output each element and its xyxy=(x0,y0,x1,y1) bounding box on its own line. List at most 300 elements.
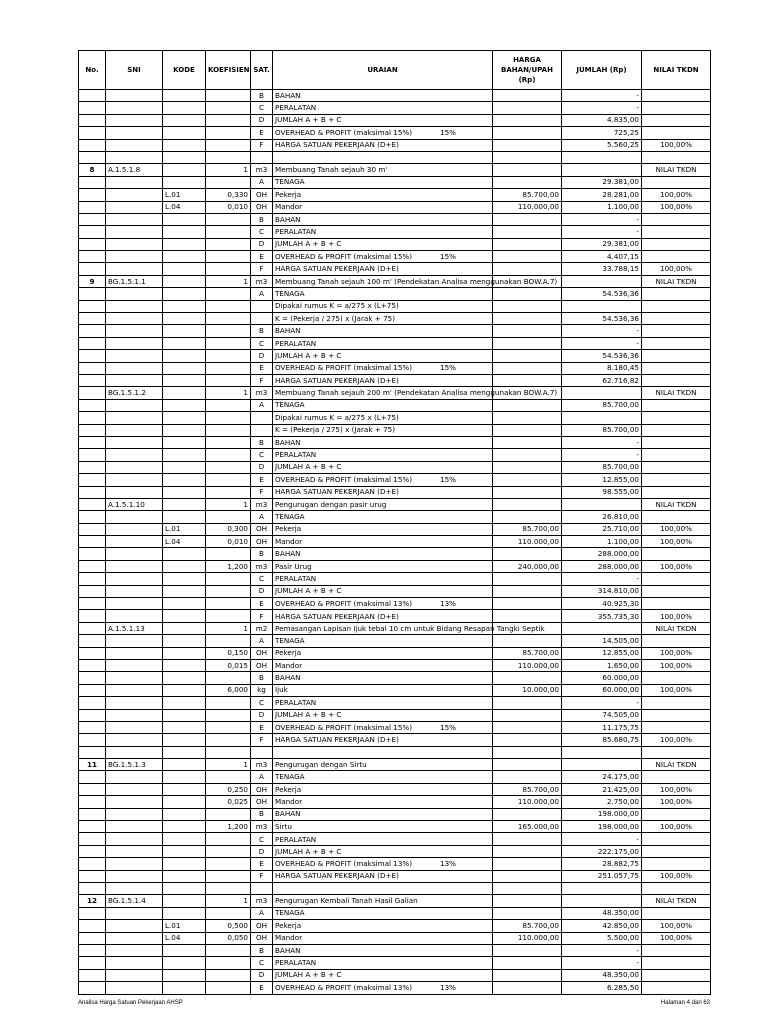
row-sni-code xyxy=(106,288,163,300)
table-row xyxy=(79,511,711,523)
header-sni: SNI xyxy=(106,51,163,90)
row-kode xyxy=(163,486,206,498)
row-harga xyxy=(493,771,562,783)
row-no xyxy=(79,684,106,696)
row-uraian: Ijuk xyxy=(273,684,493,696)
row-tkdn xyxy=(642,833,711,845)
row-kode xyxy=(163,560,206,572)
row-jumlah: - xyxy=(562,573,642,585)
row-satuan: A xyxy=(251,399,273,411)
row-koefisien xyxy=(206,907,251,919)
row-sni-code xyxy=(106,424,163,436)
row-tkdn xyxy=(642,102,711,114)
row-no xyxy=(79,300,106,312)
table-row xyxy=(79,461,711,473)
row-satuan: E xyxy=(251,362,273,374)
row-tkdn xyxy=(642,511,711,523)
row-koefisien: 1 xyxy=(206,164,251,176)
row-jumlah: 11.175,75 xyxy=(562,721,642,733)
row-koefisien xyxy=(206,213,251,225)
row-harga: 85.700,00 xyxy=(493,783,562,795)
row-kode xyxy=(163,164,206,176)
row-satuan: E xyxy=(251,251,273,263)
row-satuan: F xyxy=(251,139,273,151)
row-satuan: OH xyxy=(251,796,273,808)
row-kode xyxy=(163,808,206,820)
row-jumlah: 1.100,00 xyxy=(562,536,642,548)
row-kode: L.01 xyxy=(163,523,206,535)
row-tkdn xyxy=(642,350,711,362)
row-harga xyxy=(493,709,562,721)
row-kode xyxy=(163,635,206,647)
row-koefisien xyxy=(206,771,251,783)
row-koefisien xyxy=(206,548,251,560)
row-uraian-text: OVERHEAD & PROFIT (maksimal 15%) xyxy=(275,127,413,137)
row-tkdn: NILAI TKDN xyxy=(642,759,711,771)
header-uraian: URAIAN xyxy=(273,51,493,90)
footer-page-number: Halaman 4 dari 63 xyxy=(660,1000,710,1006)
row-satuan: A xyxy=(251,176,273,188)
row-koefisien xyxy=(206,486,251,498)
row-kode xyxy=(163,759,206,771)
header-satuan: SAT. xyxy=(251,51,273,90)
row-uraian: BAHAN xyxy=(273,213,493,225)
row-no xyxy=(79,486,106,498)
row-koefisien xyxy=(206,746,251,758)
row-kode xyxy=(163,387,206,399)
row-koefisien: 1 xyxy=(206,387,251,399)
row-tkdn xyxy=(642,907,711,919)
row-harga xyxy=(493,486,562,498)
row-kode: L.01 xyxy=(163,920,206,932)
row-kode xyxy=(163,213,206,225)
row-jumlah: 28.882,75 xyxy=(562,858,642,870)
row-uraian: HARGA SATUAN PEKERJAAN (D+E) xyxy=(273,374,493,386)
row-kode: L.04 xyxy=(163,536,206,548)
row-no xyxy=(79,201,106,213)
table-row xyxy=(79,164,711,176)
row-koefisien xyxy=(206,362,251,374)
table-row xyxy=(79,436,711,448)
row-koefisien: 0,150 xyxy=(206,647,251,659)
row-sni-code xyxy=(106,139,163,151)
row-kode xyxy=(163,399,206,411)
table-row xyxy=(79,362,711,374)
row-sni-code xyxy=(106,573,163,585)
row-uraian: Dipakai rumus K = a/275 x (L+75) xyxy=(273,412,493,424)
row-tkdn xyxy=(642,982,711,994)
row-sni-code: BG.1.5.1.4 xyxy=(106,895,163,907)
row-satuan: F xyxy=(251,374,273,386)
row-jumlah: 222.175,00 xyxy=(562,845,642,857)
row-tkdn xyxy=(642,883,711,895)
row-harga xyxy=(493,251,562,263)
row-satuan: B xyxy=(251,325,273,337)
row-satuan: C xyxy=(251,226,273,238)
row-jumlah: 85.680,75 xyxy=(562,734,642,746)
row-kode xyxy=(163,350,206,362)
row-sni-code xyxy=(106,845,163,857)
row-harga xyxy=(493,176,562,188)
row-uraian xyxy=(273,251,493,263)
row-uraian: Mandor xyxy=(273,201,493,213)
row-no xyxy=(79,647,106,659)
row-no xyxy=(79,139,106,151)
row-sni-code xyxy=(106,151,163,163)
row-no xyxy=(79,498,106,510)
table-row xyxy=(79,176,711,188)
row-sni-code xyxy=(106,251,163,263)
row-satuan: B xyxy=(251,808,273,820)
row-sni-code xyxy=(106,176,163,188)
row-sni-code xyxy=(106,982,163,994)
row-harga xyxy=(493,90,562,102)
table-row xyxy=(79,585,711,597)
table-row xyxy=(79,647,711,659)
row-kode xyxy=(163,424,206,436)
table-row xyxy=(79,337,711,349)
row-harga xyxy=(493,436,562,448)
row-sni-code xyxy=(106,374,163,386)
row-no xyxy=(79,858,106,870)
row-no xyxy=(79,907,106,919)
row-no xyxy=(79,251,106,263)
row-koefisien: 1 xyxy=(206,622,251,634)
row-no xyxy=(79,362,106,374)
row-koefisien xyxy=(206,969,251,981)
row-kode xyxy=(163,659,206,671)
row-harga xyxy=(493,412,562,424)
table-row xyxy=(79,300,711,312)
table-row xyxy=(79,659,711,671)
row-uraian: JUMLAH A + B + C xyxy=(273,350,493,362)
row-harga xyxy=(493,139,562,151)
row-uraian: Membuang Tanah sejauh 100 m' (Pendekatan Analisa menggunakan BOW.A.7) xyxy=(273,275,493,287)
row-sni-code xyxy=(106,189,163,201)
row-satuan: E xyxy=(251,598,273,610)
row-satuan xyxy=(251,412,273,424)
row-no xyxy=(79,598,106,610)
row-uraian: Pekerja xyxy=(273,523,493,535)
row-tkdn: 100,00% xyxy=(642,523,711,535)
row-sni-code xyxy=(106,399,163,411)
row-koefisien xyxy=(206,325,251,337)
row-no xyxy=(79,474,106,486)
row-sni-code xyxy=(106,635,163,647)
table-row xyxy=(79,548,711,560)
row-no: 8 xyxy=(79,164,106,176)
row-satuan: B xyxy=(251,213,273,225)
row-jumlah: 26.810,00 xyxy=(562,511,642,523)
table-row xyxy=(79,635,711,647)
row-koefisien: 0,500 xyxy=(206,920,251,932)
row-tkdn xyxy=(642,808,711,820)
row-no xyxy=(79,808,106,820)
row-uraian: HARGA SATUAN PEKERJAAN (D+E) xyxy=(273,870,493,882)
row-overhead-percent: 15% xyxy=(440,363,456,373)
row-koefisien xyxy=(206,511,251,523)
row-harga xyxy=(493,511,562,523)
row-tkdn xyxy=(642,486,711,498)
row-koefisien: 0,330 xyxy=(206,189,251,201)
row-no xyxy=(79,672,106,684)
row-kode xyxy=(163,883,206,895)
row-kode xyxy=(163,337,206,349)
row-kode xyxy=(163,139,206,151)
row-no xyxy=(79,982,106,994)
row-kode xyxy=(163,251,206,263)
row-jumlah: 54.536,36 xyxy=(562,350,642,362)
row-tkdn: 100,00% xyxy=(642,536,711,548)
row-tkdn xyxy=(642,424,711,436)
row-sni-code xyxy=(106,313,163,325)
row-jumlah: 42.850,00 xyxy=(562,920,642,932)
row-sni-code xyxy=(106,598,163,610)
row-kode xyxy=(163,325,206,337)
row-tkdn: 100,00% xyxy=(642,647,711,659)
row-tkdn: NILAI TKDN xyxy=(642,622,711,634)
row-kode xyxy=(163,858,206,870)
row-kode xyxy=(163,982,206,994)
row-kode: L.04 xyxy=(163,201,206,213)
row-uraian-text: OVERHEAD & PROFIT (maksimal 13%) xyxy=(275,598,413,608)
row-koefisien xyxy=(206,238,251,250)
table-row xyxy=(79,932,711,944)
row-uraian xyxy=(273,858,493,870)
row-jumlah xyxy=(562,164,642,176)
row-koefisien xyxy=(206,585,251,597)
row-jumlah: - xyxy=(562,325,642,337)
row-uraian-text: OVERHEAD & PROFIT (maksimal 15%) xyxy=(275,474,413,484)
row-no xyxy=(79,833,106,845)
row-sni-code xyxy=(106,114,163,126)
row-tkdn: NILAI TKDN xyxy=(642,275,711,287)
row-uraian: BAHAN xyxy=(273,90,493,102)
row-tkdn xyxy=(642,944,711,956)
row-jumlah: - xyxy=(562,833,642,845)
row-satuan: D xyxy=(251,709,273,721)
table-row xyxy=(79,238,711,250)
row-kode xyxy=(163,151,206,163)
row-tkdn xyxy=(642,635,711,647)
row-koefisien xyxy=(206,721,251,733)
header-harga: HARGA BAHAN/UPAH (Rp) xyxy=(493,51,562,90)
row-koefisien xyxy=(206,449,251,461)
row-uraian: Mandor xyxy=(273,796,493,808)
row-harga xyxy=(493,697,562,709)
row-tkdn xyxy=(642,746,711,758)
row-uraian: BAHAN xyxy=(273,325,493,337)
row-no xyxy=(79,102,106,114)
table-row xyxy=(79,127,711,139)
table-row xyxy=(79,759,711,771)
row-kode xyxy=(163,498,206,510)
row-koefisien xyxy=(206,263,251,275)
row-satuan: C xyxy=(251,102,273,114)
row-tkdn xyxy=(642,337,711,349)
row-sni-code xyxy=(106,796,163,808)
row-tkdn xyxy=(642,573,711,585)
row-jumlah: 60.000,00 xyxy=(562,672,642,684)
row-koefisien: 1 xyxy=(206,275,251,287)
row-sni-code xyxy=(106,659,163,671)
row-harga xyxy=(493,746,562,758)
row-sni-code xyxy=(106,263,163,275)
row-kode xyxy=(163,461,206,473)
row-satuan: D xyxy=(251,969,273,981)
row-sni-code xyxy=(106,957,163,969)
row-harga xyxy=(493,858,562,870)
table-row xyxy=(79,523,711,535)
row-harga: 110.000,00 xyxy=(493,659,562,671)
row-koefisien xyxy=(206,102,251,114)
row-kode xyxy=(163,833,206,845)
row-tkdn xyxy=(642,176,711,188)
row-no xyxy=(79,957,106,969)
row-no xyxy=(79,709,106,721)
row-jumlah: 4.835,00 xyxy=(562,114,642,126)
row-no xyxy=(79,313,106,325)
row-no xyxy=(79,635,106,647)
row-satuan: C xyxy=(251,573,273,585)
row-sni-code xyxy=(106,920,163,932)
row-satuan: D xyxy=(251,114,273,126)
row-uraian: BAHAN xyxy=(273,672,493,684)
row-kode xyxy=(163,796,206,808)
row-sni-code xyxy=(106,337,163,349)
row-tkdn: 100,00% xyxy=(642,796,711,808)
row-sni-code xyxy=(106,907,163,919)
row-harga xyxy=(493,226,562,238)
row-uraian xyxy=(273,982,493,994)
row-koefisien xyxy=(206,461,251,473)
row-uraian: JUMLAH A + B + C xyxy=(273,238,493,250)
row-kode xyxy=(163,746,206,758)
row-koefisien xyxy=(206,436,251,448)
row-uraian: Membuang Tanah sejauh 30 m' xyxy=(273,164,493,176)
row-kode xyxy=(163,672,206,684)
row-harga xyxy=(493,870,562,882)
row-kode xyxy=(163,771,206,783)
row-uraian-text: OVERHEAD & PROFIT (maksimal 13%) xyxy=(275,858,413,868)
row-kode xyxy=(163,449,206,461)
row-kode xyxy=(163,684,206,696)
row-sni-code xyxy=(106,300,163,312)
row-tkdn xyxy=(642,461,711,473)
table-row xyxy=(79,796,711,808)
row-tkdn: NILAI TKDN xyxy=(642,895,711,907)
row-koefisien xyxy=(206,672,251,684)
table-row xyxy=(79,399,711,411)
row-koefisien xyxy=(206,424,251,436)
row-no xyxy=(79,226,106,238)
table-row xyxy=(79,895,711,907)
row-uraian xyxy=(273,721,493,733)
row-uraian: TENAGA xyxy=(273,399,493,411)
row-satuan: OH xyxy=(251,647,273,659)
row-jumlah: 29.381,00 xyxy=(562,176,642,188)
table-row xyxy=(79,833,711,845)
row-satuan: D xyxy=(251,845,273,857)
row-koefisien xyxy=(206,300,251,312)
row-no xyxy=(79,523,106,535)
row-satuan: F xyxy=(251,870,273,882)
row-koefisien: 0,300 xyxy=(206,523,251,535)
row-no: 11 xyxy=(79,759,106,771)
row-jumlah: - xyxy=(562,449,642,461)
table-row xyxy=(79,412,711,424)
row-kode xyxy=(163,288,206,300)
table-row xyxy=(79,808,711,820)
row-jumlah xyxy=(562,498,642,510)
row-koefisien xyxy=(206,870,251,882)
row-kode xyxy=(163,127,206,139)
row-tkdn: NILAI TKDN xyxy=(642,498,711,510)
row-harga xyxy=(493,598,562,610)
row-tkdn xyxy=(642,598,711,610)
row-tkdn: 100,00% xyxy=(642,783,711,795)
row-no xyxy=(79,883,106,895)
row-tkdn xyxy=(642,127,711,139)
table-row xyxy=(79,226,711,238)
row-satuan: A xyxy=(251,907,273,919)
row-harga: 10.000,00 xyxy=(493,684,562,696)
row-uraian: Pengurugan dengan pasir urug xyxy=(273,498,493,510)
row-kode xyxy=(163,573,206,585)
row-kode xyxy=(163,511,206,523)
row-harga xyxy=(493,213,562,225)
row-jumlah xyxy=(562,387,642,399)
row-tkdn: 100,00% xyxy=(642,684,711,696)
row-satuan: C xyxy=(251,833,273,845)
row-sni-code xyxy=(106,647,163,659)
row-harga: 110.000,00 xyxy=(493,932,562,944)
row-koefisien xyxy=(206,944,251,956)
row-koefisien: 1,200 xyxy=(206,821,251,833)
row-tkdn xyxy=(642,238,711,250)
row-jumlah: 62.716,82 xyxy=(562,374,642,386)
row-harga xyxy=(493,313,562,325)
row-satuan xyxy=(251,883,273,895)
row-harga xyxy=(493,672,562,684)
row-harga: 240.000,00 xyxy=(493,560,562,572)
row-harga xyxy=(493,759,562,771)
row-uraian: HARGA SATUAN PEKERJAAN (D+E) xyxy=(273,263,493,275)
row-sni-code xyxy=(106,127,163,139)
row-tkdn xyxy=(642,362,711,374)
row-jumlah xyxy=(562,759,642,771)
table-row xyxy=(79,957,711,969)
row-satuan: C xyxy=(251,449,273,461)
row-satuan: OH xyxy=(251,920,273,932)
row-harga xyxy=(493,362,562,374)
row-satuan: m3 xyxy=(251,498,273,510)
row-uraian: PERALATAN xyxy=(273,697,493,709)
row-sni-code xyxy=(106,783,163,795)
row-kode: L.01 xyxy=(163,189,206,201)
row-uraian: BAHAN xyxy=(273,548,493,560)
row-jumlah: 54.536,36 xyxy=(562,313,642,325)
row-sni-code xyxy=(106,932,163,944)
table-row xyxy=(79,622,711,634)
row-no xyxy=(79,90,106,102)
table-row xyxy=(79,189,711,201)
row-uraian: K = (Pekerja / 275) x (Jarak + 75) xyxy=(273,424,493,436)
table-row xyxy=(79,251,711,263)
row-no xyxy=(79,325,106,337)
row-satuan xyxy=(251,746,273,758)
row-no xyxy=(79,263,106,275)
